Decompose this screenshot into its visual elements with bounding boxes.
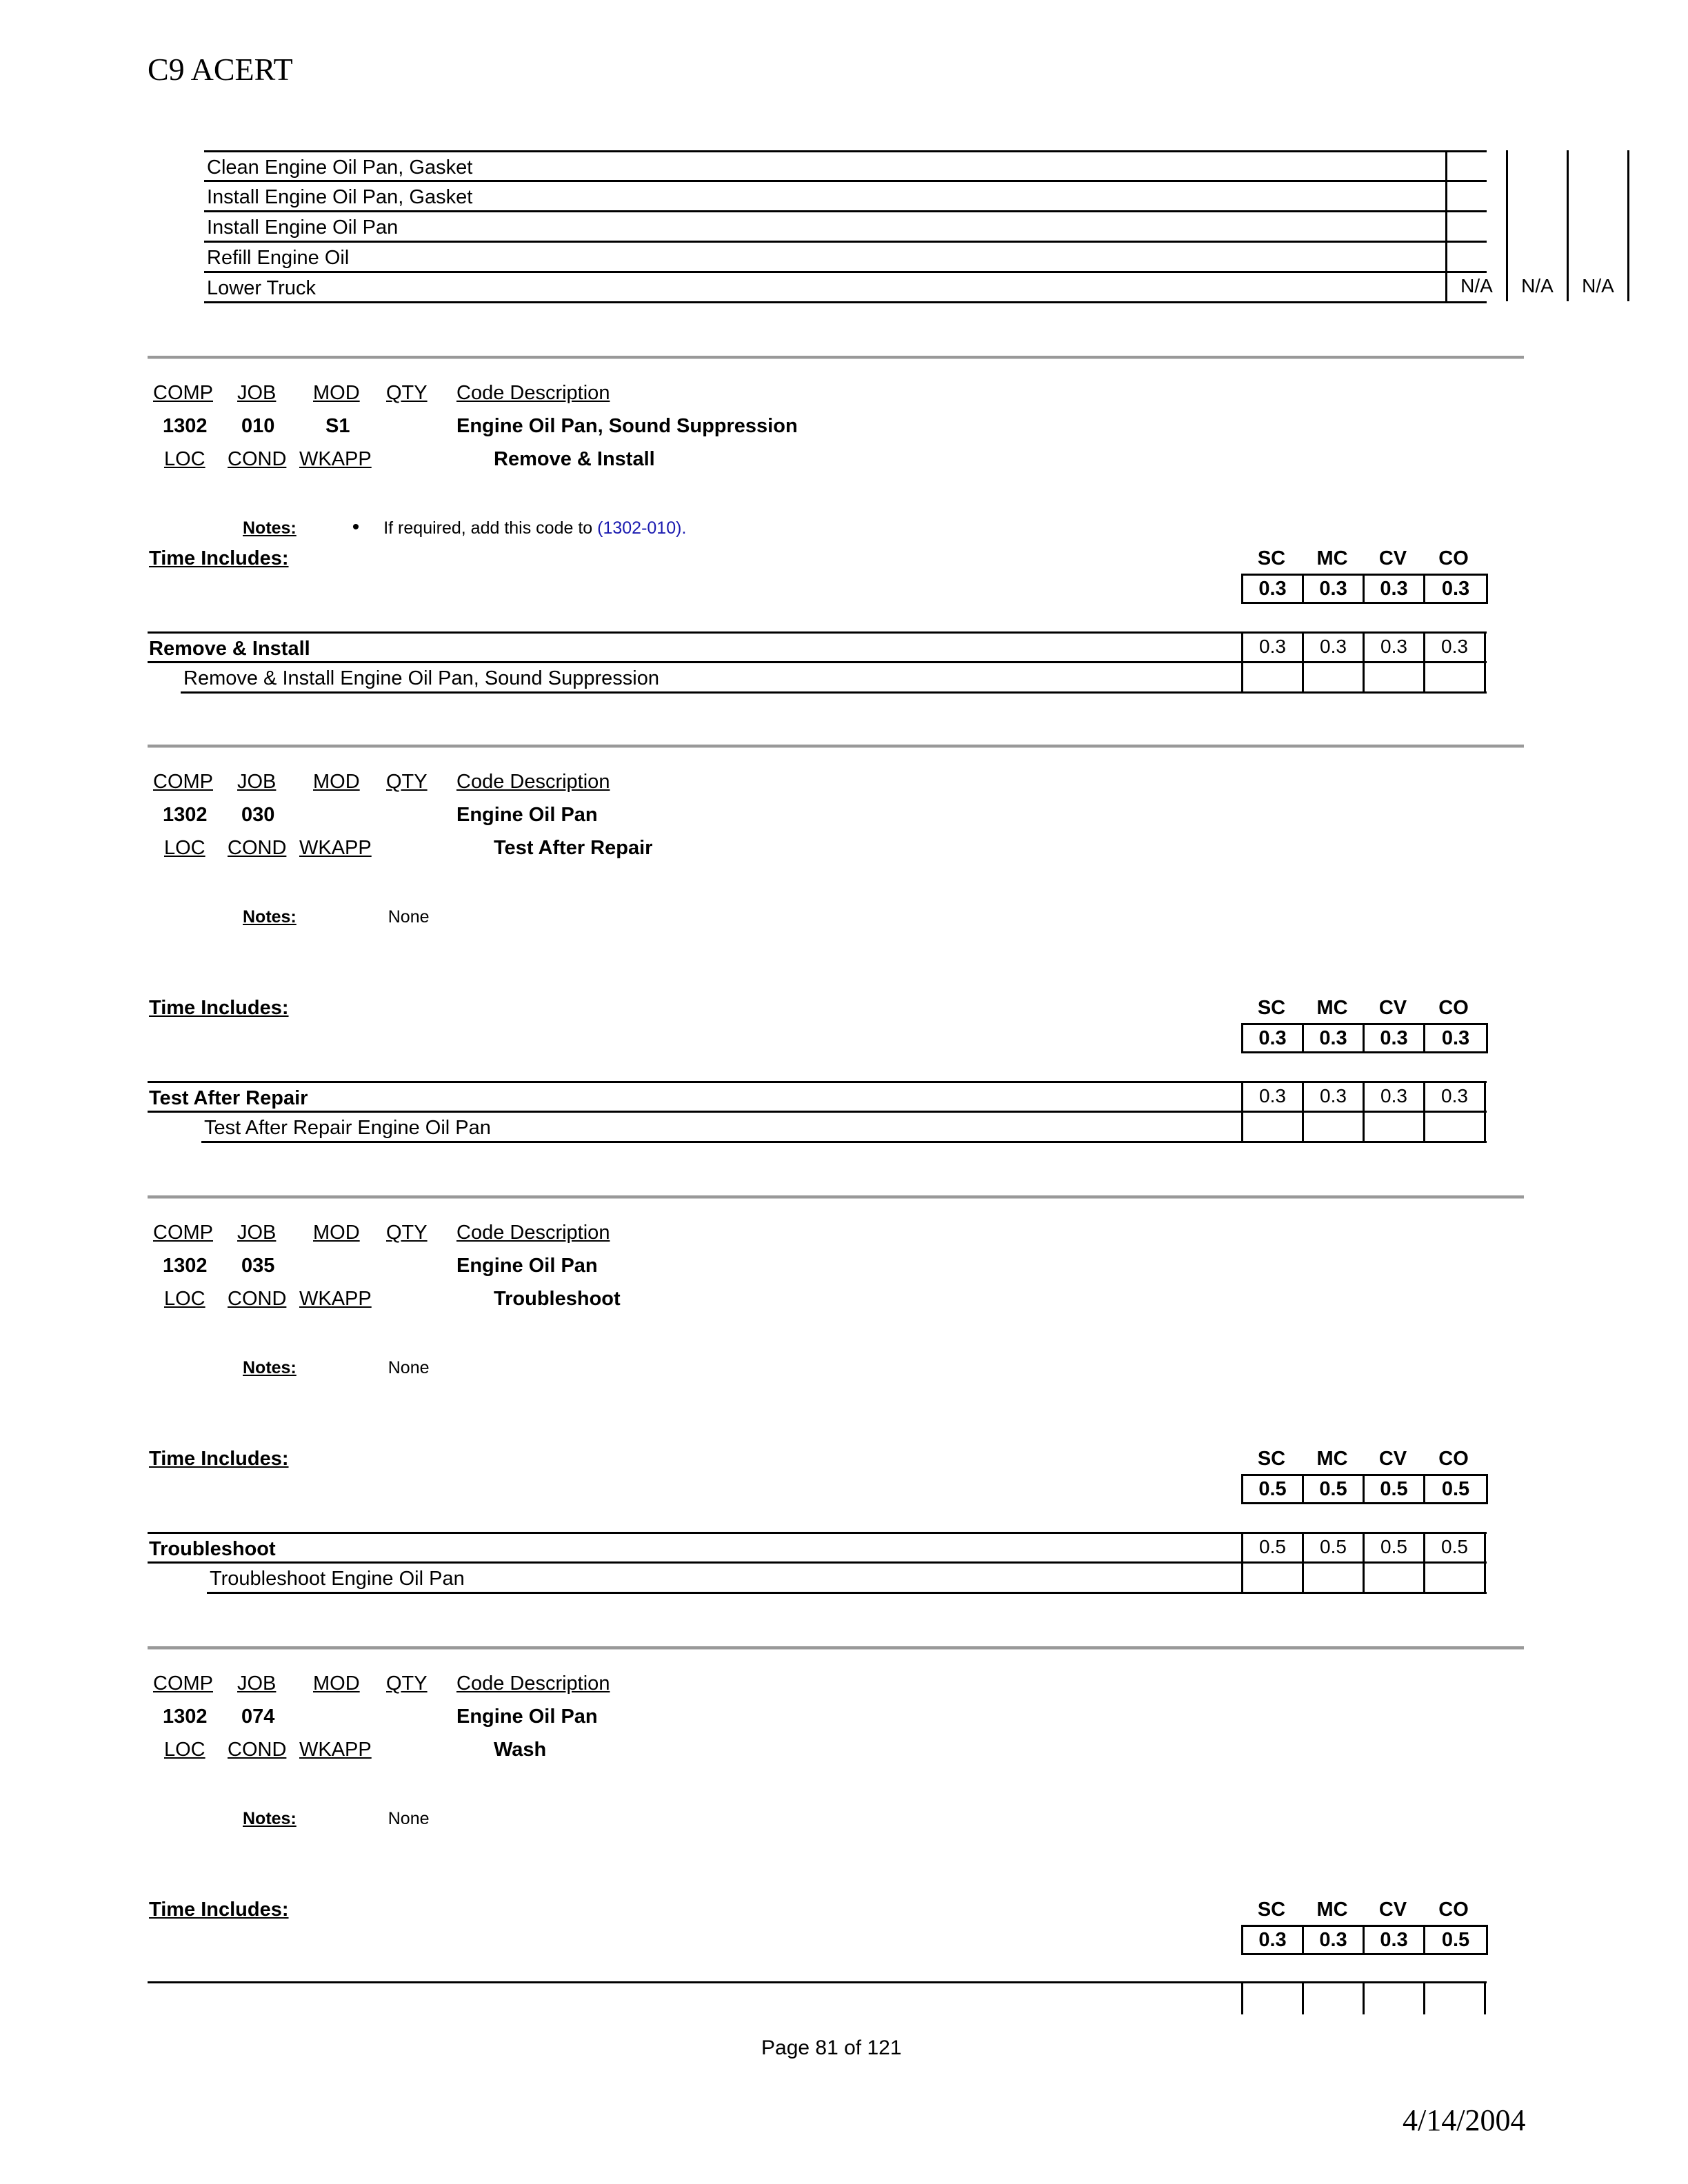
cv-cell — [1363, 1561, 1423, 1592]
loc-label: LOC — [164, 837, 205, 859]
comp-value: 1302 — [163, 1706, 208, 1728]
co-cell — [1627, 150, 1688, 181]
mc-cell — [1506, 210, 1567, 241]
mod-label: MOD — [313, 1222, 360, 1244]
mc-cell: 0.5 — [1302, 1532, 1363, 1562]
cv-value: 0.3 — [1365, 1927, 1425, 1953]
co-value: 0.5 — [1441, 1929, 1470, 1951]
co-value: 0.3 — [1441, 578, 1470, 600]
component-name: Engine Oil Pan — [456, 804, 598, 826]
step-header-row-truncated — [148, 1981, 1487, 2016]
co-cell — [1423, 661, 1486, 691]
section-divider — [148, 1646, 1524, 1650]
job-label: JOB — [237, 382, 277, 404]
step-label: Install Engine Oil Pan, Gasket — [207, 186, 473, 208]
co-cell — [1423, 1111, 1486, 1141]
table-row — [204, 273, 1614, 303]
loc-label: LOC — [164, 1739, 205, 1761]
step-label: Lower Truck — [207, 277, 316, 299]
step-label: Clean Engine Oil Pan, Gasket — [207, 156, 473, 179]
mc-header: MC — [1316, 1448, 1348, 1470]
step-detail-row — [201, 1113, 1487, 1143]
qty-label: QTY — [386, 1222, 428, 1244]
time-values — [1241, 1474, 1488, 1504]
code-description-label: Code Description — [456, 1222, 610, 1244]
cv-cell: 0.3 — [1363, 631, 1423, 662]
cv-cell: 0.5 — [1363, 1532, 1423, 1562]
notes-text: None — [388, 907, 430, 927]
cv-cell — [1363, 1111, 1423, 1141]
notes — [243, 907, 430, 927]
sc-cell — [1445, 210, 1506, 241]
sc-cell: N/A — [1445, 271, 1506, 301]
wkapp-label: WKAPP — [299, 1288, 372, 1310]
mc-cell — [1506, 241, 1567, 271]
mc-cell — [1506, 180, 1567, 210]
cv-value: 0.5 — [1365, 1476, 1425, 1502]
component-name: Engine Oil Pan — [456, 1706, 598, 1728]
sc-value: 0.3 — [1243, 1927, 1304, 1953]
notes-text: If required, add this code to — [383, 518, 598, 538]
sc-cell — [1445, 180, 1506, 210]
job-value: 074 — [241, 1706, 275, 1728]
cv-cell — [1567, 180, 1627, 210]
cv-cell — [1363, 1981, 1423, 2014]
time-values — [1241, 1023, 1488, 1053]
sc-cell — [1241, 1111, 1302, 1141]
mc-cell — [1302, 661, 1363, 691]
code-description-label: Code Description — [456, 382, 610, 404]
step-label: Test After Repair — [149, 1087, 308, 1109]
time-columns-header — [1241, 1899, 1484, 1921]
section-divider — [148, 745, 1524, 748]
cv-cell — [1567, 150, 1627, 181]
qty-label: QTY — [386, 771, 428, 793]
table-row — [204, 150, 1487, 182]
cv-cell: 0.3 — [1363, 1081, 1423, 1111]
mc-cell — [1302, 1561, 1363, 1592]
cv-cell — [1567, 210, 1627, 241]
sc-value: 0.3 — [1243, 576, 1304, 602]
document-title: C9 ACERT — [148, 52, 293, 87]
sc-cell: 0.3 — [1241, 1081, 1302, 1111]
mc-cell: 0.3 — [1302, 631, 1363, 662]
time-includes-label: Time Includes: — [149, 547, 289, 569]
notes-text: None — [388, 1358, 430, 1377]
sc-cell — [1445, 241, 1506, 271]
step-detail: Test After Repair Engine Oil Pan — [204, 1117, 491, 1139]
comp-label: COMP — [153, 1222, 213, 1244]
job-description: Troubleshoot — [494, 1288, 621, 1310]
mc-header: MC — [1316, 547, 1348, 569]
mod-label: MOD — [313, 382, 360, 404]
notes-label: Notes: — [243, 1358, 297, 1377]
job-value: 035 — [241, 1255, 275, 1277]
notes — [243, 1358, 430, 1378]
comp-value: 1302 — [163, 1255, 208, 1277]
mod-label: MOD — [313, 771, 360, 793]
section-divider — [148, 1195, 1524, 1199]
sc-header: SC — [1257, 1448, 1286, 1470]
co-header: CO — [1438, 1899, 1469, 1921]
cond-label: COND — [228, 1739, 287, 1761]
comp-value: 1302 — [163, 415, 208, 437]
notes-text: None — [388, 1809, 430, 1828]
step-label: Refill Engine Oil — [207, 247, 350, 269]
co-cell — [1627, 271, 1688, 301]
table-row — [204, 182, 1487, 212]
co-value: 0.3 — [1441, 1027, 1470, 1049]
notes — [243, 516, 686, 539]
sc-cell — [1241, 1561, 1302, 1592]
loc-label: LOC — [164, 1288, 205, 1310]
mod-value: S1 — [325, 415, 350, 437]
notes-label: Notes: — [243, 907, 297, 927]
step-detail: Troubleshoot Engine Oil Pan — [210, 1568, 465, 1590]
page-number: Page 81 of 121 — [761, 2036, 902, 2059]
sc-value: 0.3 — [1243, 1025, 1304, 1051]
cv-value: 0.3 — [1365, 1025, 1425, 1051]
wkapp-label: WKAPP — [299, 448, 372, 470]
step-detail-row — [181, 663, 1487, 694]
sc-header: SC — [1257, 997, 1286, 1019]
co-cell — [1627, 241, 1688, 271]
step-label: Install Engine Oil Pan — [207, 216, 399, 239]
co-cell — [1627, 180, 1688, 210]
mc-header: MC — [1316, 997, 1348, 1019]
time-columns-header — [1241, 997, 1484, 1020]
cv-header: CV — [1378, 547, 1407, 569]
co-cell: 0.3 — [1423, 1081, 1486, 1111]
cv-header: CV — [1378, 1448, 1407, 1470]
step-detail: Remove & Install Engine Oil Pan, Sound Suppression — [183, 667, 659, 689]
step-label: Troubleshoot — [149, 1538, 276, 1560]
sc-header: SC — [1257, 1899, 1286, 1921]
notes — [243, 1809, 430, 1829]
qty-label: QTY — [386, 382, 428, 404]
mod-label: MOD — [313, 1672, 360, 1695]
co-cell: 0.3 — [1423, 631, 1486, 662]
cond-label: COND — [228, 1288, 287, 1310]
comp-label: COMP — [153, 771, 213, 793]
mc-cell — [1302, 1111, 1363, 1141]
document-date: 4/14/2004 — [1403, 2103, 1526, 2137]
mc-value: 0.3 — [1304, 576, 1365, 602]
bullet-icon: • — [352, 516, 360, 538]
mc-cell: 0.3 — [1302, 1081, 1363, 1111]
notes-label: Notes: — [243, 1809, 297, 1828]
co-cell — [1627, 210, 1688, 241]
mc-value: 0.3 — [1304, 1927, 1365, 1953]
cv-value: 0.3 — [1365, 576, 1425, 602]
job-value: 010 — [241, 415, 275, 437]
job-description: Wash — [494, 1739, 547, 1761]
mc-header: MC — [1316, 1899, 1348, 1921]
sc-cell — [1241, 1981, 1302, 2014]
step-detail-row — [207, 1564, 1487, 1594]
co-cell — [1423, 1561, 1486, 1592]
cond-label: COND — [228, 837, 287, 859]
mc-cell — [1506, 150, 1567, 181]
cv-cell — [1567, 241, 1627, 271]
notes-label: Notes: — [243, 518, 297, 538]
co-header: CO — [1438, 547, 1469, 569]
cond-label: COND — [228, 448, 287, 470]
co-value: 0.5 — [1441, 1478, 1470, 1500]
cv-header: CV — [1378, 1899, 1407, 1921]
step-label: Remove & Install — [149, 638, 310, 660]
sc-cell: 0.5 — [1241, 1532, 1302, 1562]
job-description: Test After Repair — [494, 837, 653, 859]
sc-value: 0.5 — [1243, 1476, 1304, 1502]
table-row — [204, 212, 1487, 243]
comp-label: COMP — [153, 1672, 213, 1695]
code-link[interactable]: (1302-010). — [597, 518, 687, 538]
mc-value: 0.3 — [1304, 1025, 1365, 1051]
wkapp-label: WKAPP — [299, 1739, 372, 1761]
qty-label: QTY — [386, 1672, 428, 1695]
mc-cell — [1302, 1981, 1363, 2014]
step-header-row — [148, 1532, 1487, 1564]
wkapp-label: WKAPP — [299, 837, 372, 859]
time-columns-header — [1241, 547, 1484, 570]
section-divider — [148, 356, 1524, 359]
cv-cell: N/A — [1567, 271, 1627, 301]
co-cell — [1423, 1981, 1486, 2014]
job-description: Remove & Install — [494, 448, 655, 470]
co-cell: 0.5 — [1423, 1532, 1486, 1562]
sc-header: SC — [1257, 547, 1286, 569]
sc-cell: 0.3 — [1241, 631, 1302, 662]
job-value: 030 — [241, 804, 275, 826]
job-label: JOB — [237, 1672, 277, 1695]
cv-header: CV — [1378, 997, 1407, 1019]
component-name: Engine Oil Pan, Sound Suppression — [456, 415, 798, 437]
code-description-label: Code Description — [456, 1672, 610, 1695]
comp-label: COMP — [153, 382, 213, 404]
time-includes-label: Time Includes: — [149, 997, 289, 1019]
job-label: JOB — [237, 771, 277, 793]
comp-value: 1302 — [163, 804, 208, 826]
co-header: CO — [1438, 997, 1469, 1019]
time-includes-label: Time Includes: — [149, 1448, 289, 1470]
sc-cell — [1445, 150, 1506, 181]
step-header-row — [148, 631, 1487, 663]
cv-cell — [1363, 661, 1423, 691]
time-values — [1241, 1925, 1488, 1955]
code-description-label: Code Description — [456, 771, 610, 793]
step-header-row — [148, 1081, 1487, 1113]
mc-cell: N/A — [1506, 271, 1567, 301]
table-row — [204, 243, 1487, 273]
loc-label: LOC — [164, 448, 205, 470]
job-label: JOB — [237, 1222, 277, 1244]
time-includes-label: Time Includes: — [149, 1899, 289, 1921]
mc-value: 0.5 — [1304, 1476, 1365, 1502]
time-columns-header — [1241, 1448, 1484, 1470]
sc-cell — [1241, 661, 1302, 691]
component-name: Engine Oil Pan — [456, 1255, 598, 1277]
time-values — [1241, 574, 1488, 604]
co-header: CO — [1438, 1448, 1469, 1470]
